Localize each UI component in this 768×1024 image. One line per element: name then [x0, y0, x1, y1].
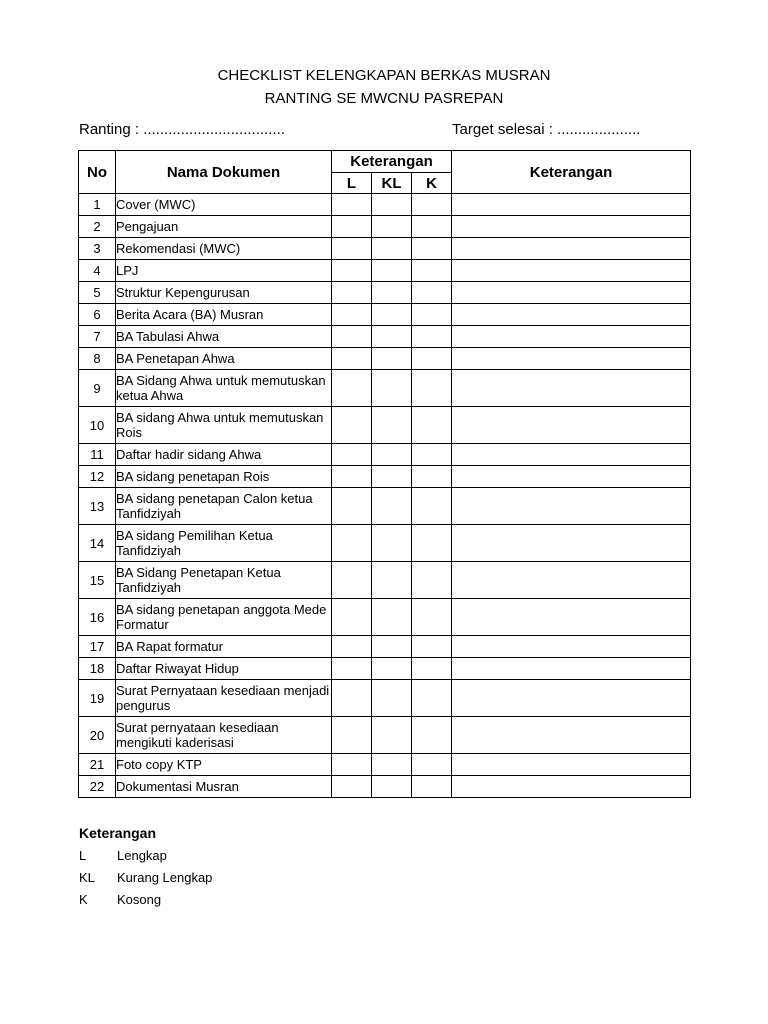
- row-number: 14: [79, 525, 116, 562]
- cell-kl: [372, 776, 412, 798]
- cell-l: [332, 562, 372, 599]
- cell-l: [332, 407, 372, 444]
- cell-k: [412, 194, 452, 216]
- row-number: 2: [79, 216, 116, 238]
- cell-keterangan: [452, 194, 691, 216]
- legend-code: KL: [79, 870, 95, 885]
- cell-kl: [372, 488, 412, 525]
- row-number: 21: [79, 754, 116, 776]
- table-row: [79, 282, 691, 304]
- cell-kl: [372, 304, 412, 326]
- table-row: [79, 326, 691, 348]
- header-keterangan: Keterangan: [452, 151, 691, 194]
- cell-l: [332, 238, 372, 260]
- cell-keterangan: [452, 216, 691, 238]
- cell-keterangan: [452, 238, 691, 260]
- document-name: BA Tabulasi Ahwa: [116, 326, 332, 348]
- legend-code: K: [79, 892, 88, 907]
- document-name: Berita Acara (BA) Musran: [116, 304, 332, 326]
- cell-l: [332, 466, 372, 488]
- row-number: 11: [79, 444, 116, 466]
- cell-keterangan: [452, 304, 691, 326]
- cell-k: [412, 658, 452, 680]
- document-name: BA Sidang Penetapan Ketua Tanfidziyah: [116, 562, 332, 599]
- cell-keterangan: [452, 776, 691, 798]
- document-name: Cover (MWC): [116, 194, 332, 216]
- cell-keterangan: [452, 562, 691, 599]
- table-row: [79, 260, 691, 282]
- cell-keterangan: [452, 444, 691, 466]
- cell-kl: [372, 326, 412, 348]
- cell-l: [332, 444, 372, 466]
- cell-l: [332, 776, 372, 798]
- cell-l: [332, 680, 372, 717]
- cell-kl: [372, 238, 412, 260]
- legend-item: [79, 848, 167, 863]
- target-field: Target selesai : ....................: [452, 121, 641, 138]
- cell-k: [412, 754, 452, 776]
- table-row: [79, 680, 691, 717]
- cell-kl: [372, 260, 412, 282]
- document-name: BA Rapat formatur: [116, 636, 332, 658]
- document-name: Surat Pernyataan kesediaan menjadi pengurus: [116, 680, 332, 717]
- legend-label: Kurang Lengkap: [117, 870, 213, 885]
- table-row: [79, 370, 691, 407]
- document-name: BA Sidang Ahwa untuk memutuskan ketua Ahwa: [116, 370, 332, 407]
- cell-k: [412, 407, 452, 444]
- legend-code: L: [79, 848, 87, 863]
- cell-l: [332, 754, 372, 776]
- cell-keterangan: [452, 680, 691, 717]
- document-name: Surat pernyataan kesediaan mengikuti kaderisasi: [116, 717, 332, 754]
- row-number: 22: [79, 776, 116, 798]
- table-row: [79, 525, 691, 562]
- cell-k: [412, 282, 452, 304]
- row-number: 1: [79, 194, 116, 216]
- cell-kl: [372, 525, 412, 562]
- cell-l: [332, 488, 372, 525]
- cell-k: [412, 717, 452, 754]
- cell-l: [332, 717, 372, 754]
- table-row: [79, 599, 691, 636]
- cell-kl: [372, 754, 412, 776]
- document-name: BA sidang penetapan Calon ketua Tanfidziyah: [116, 488, 332, 525]
- table-row: [79, 636, 691, 658]
- table-row: [79, 658, 691, 680]
- cell-kl: [372, 599, 412, 636]
- cell-keterangan: [452, 658, 691, 680]
- cell-kl: [372, 466, 412, 488]
- cell-keterangan: [452, 599, 691, 636]
- table-row: [79, 238, 691, 260]
- row-number: 16: [79, 599, 116, 636]
- cell-k: [412, 680, 452, 717]
- cell-kl: [372, 370, 412, 407]
- cell-l: [332, 370, 372, 407]
- cell-k: [412, 776, 452, 798]
- table-row: [79, 216, 691, 238]
- table-row: [79, 488, 691, 525]
- header-keterangan-group: Keterangan: [332, 151, 452, 173]
- document-name: BA sidang penetapan anggota Mede Formatur: [116, 599, 332, 636]
- table-row: [79, 776, 691, 798]
- cell-kl: [372, 407, 412, 444]
- document-name: BA sidang Pemilihan Ketua Tanfidziyah: [116, 525, 332, 562]
- row-number: 4: [79, 260, 116, 282]
- table-row: [79, 466, 691, 488]
- cell-l: [332, 216, 372, 238]
- table-row: [79, 194, 691, 216]
- document-name: BA Penetapan Ahwa: [116, 348, 332, 370]
- header-l: L: [332, 173, 372, 194]
- cell-k: [412, 466, 452, 488]
- table-row: [79, 562, 691, 599]
- row-number: 3: [79, 238, 116, 260]
- header-no: No: [79, 151, 116, 194]
- cell-k: [412, 562, 452, 599]
- cell-l: [332, 636, 372, 658]
- cell-kl: [372, 658, 412, 680]
- row-number: 8: [79, 348, 116, 370]
- cell-l: [332, 304, 372, 326]
- row-number: 15: [79, 562, 116, 599]
- cell-k: [412, 488, 452, 525]
- cell-kl: [372, 348, 412, 370]
- row-number: 7: [79, 326, 116, 348]
- table-row: [79, 754, 691, 776]
- document-title: CHECKLIST KELENGKAPAN BERKAS MUSRAN: [217, 67, 551, 84]
- row-number: 6: [79, 304, 116, 326]
- legend-item: [79, 870, 212, 885]
- cell-keterangan: [452, 488, 691, 525]
- document-subtitle: RANTING SE MWCNU PASREPAN: [264, 90, 504, 107]
- table-row: [79, 717, 691, 754]
- row-number: 9: [79, 370, 116, 407]
- legend-item: [79, 892, 161, 907]
- cell-l: [332, 348, 372, 370]
- row-number: 12: [79, 466, 116, 488]
- cell-k: [412, 525, 452, 562]
- cell-l: [332, 525, 372, 562]
- cell-l: [332, 326, 372, 348]
- document-name: Daftar hadir sidang Ahwa: [116, 444, 332, 466]
- cell-k: [412, 326, 452, 348]
- document-name: Foto copy KTP: [116, 754, 332, 776]
- document-name: BA sidang penetapan Rois: [116, 466, 332, 488]
- cell-k: [412, 444, 452, 466]
- cell-keterangan: [452, 326, 691, 348]
- cell-k: [412, 260, 452, 282]
- row-number: 17: [79, 636, 116, 658]
- row-number: 10: [79, 407, 116, 444]
- cell-k: [412, 238, 452, 260]
- cell-k: [412, 370, 452, 407]
- document-name: Rekomendasi (MWC): [116, 238, 332, 260]
- cell-keterangan: [452, 348, 691, 370]
- table-row: [79, 304, 691, 326]
- cell-l: [332, 599, 372, 636]
- ranting-field: Ranting : ..................................: [79, 121, 285, 138]
- cell-l: [332, 194, 372, 216]
- cell-keterangan: [452, 260, 691, 282]
- cell-kl: [372, 562, 412, 599]
- cell-kl: [372, 717, 412, 754]
- cell-k: [412, 348, 452, 370]
- cell-k: [412, 636, 452, 658]
- cell-keterangan: [452, 282, 691, 304]
- document-name: Daftar Riwayat Hidup: [116, 658, 332, 680]
- row-number: 13: [79, 488, 116, 525]
- header-nama-dokumen: Nama Dokumen: [116, 151, 332, 194]
- legend-label: Lengkap: [117, 848, 167, 863]
- table-row: [79, 407, 691, 444]
- row-number: 19: [79, 680, 116, 717]
- checklist-table: [78, 150, 691, 798]
- document-name: Pengajuan: [116, 216, 332, 238]
- cell-l: [332, 260, 372, 282]
- cell-keterangan: [452, 466, 691, 488]
- cell-k: [412, 216, 452, 238]
- cell-keterangan: [452, 717, 691, 754]
- cell-kl: [372, 680, 412, 717]
- header-k: K: [412, 173, 452, 194]
- cell-keterangan: [452, 754, 691, 776]
- table-row: [79, 444, 691, 466]
- cell-keterangan: [452, 636, 691, 658]
- cell-kl: [372, 636, 412, 658]
- cell-kl: [372, 216, 412, 238]
- row-number: 20: [79, 717, 116, 754]
- document-name: BA sidang Ahwa untuk memutuskan Rois: [116, 407, 332, 444]
- cell-kl: [372, 282, 412, 304]
- document-name: LPJ: [116, 260, 332, 282]
- document-name: Dokumentasi Musran: [116, 776, 332, 798]
- legend-heading: Keterangan: [79, 825, 157, 841]
- cell-k: [412, 599, 452, 636]
- cell-k: [412, 304, 452, 326]
- cell-keterangan: [452, 525, 691, 562]
- cell-kl: [372, 194, 412, 216]
- cell-l: [332, 658, 372, 680]
- cell-kl: [372, 444, 412, 466]
- header-kl: KL: [372, 173, 412, 194]
- cell-keterangan: [452, 407, 691, 444]
- document-name: Struktur Kepengurusan: [116, 282, 332, 304]
- cell-keterangan: [452, 370, 691, 407]
- cell-l: [332, 282, 372, 304]
- table-row: [79, 348, 691, 370]
- legend-label: Kosong: [117, 892, 162, 907]
- row-number: 18: [79, 658, 116, 680]
- row-number: 5: [79, 282, 116, 304]
